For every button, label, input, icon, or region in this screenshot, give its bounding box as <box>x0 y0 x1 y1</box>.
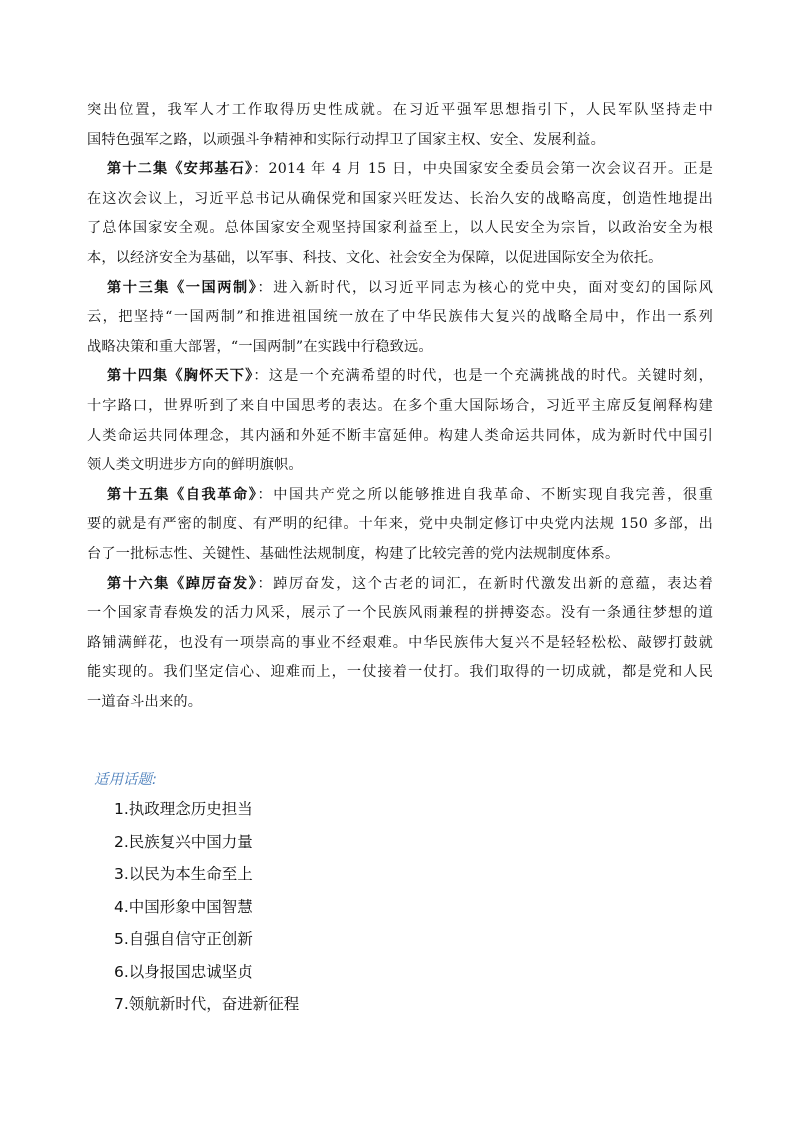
episode-title: 第十四集《胸怀天下》 <box>107 368 254 385</box>
line-text: 能实现的。我们坚定信心、迎难而上，一仗接着一仗打。我们取得的一切成就，都是党和人民 <box>87 664 713 681</box>
line-text: 一道奋斗出来的。 <box>87 693 203 710</box>
text-line <box>87 126 713 156</box>
paragraph <box>87 362 713 480</box>
line-text: 要的就是有严密的制度、有严明的纪律。十年来，党中央制定修订中央党内法规 150 多部，出 <box>87 516 713 533</box>
text-line <box>87 688 713 718</box>
text-line <box>87 540 713 570</box>
text-line <box>87 510 713 540</box>
line-text: 领人类文明进步方向的鲜明旗帜。 <box>87 457 303 474</box>
text-line <box>87 422 713 452</box>
paragraph <box>87 96 713 155</box>
paragraph <box>87 570 713 718</box>
line-text: 突出位置，我军人才工作取得历史性成就。在习近平强军思想指引下，人民军队坚持走中 <box>87 102 713 118</box>
text-line <box>87 214 713 244</box>
line-text: 在这次会议上，习近平总书记从确保党和国家兴旺发达、长治久安的战略高度，创造性地提出 <box>87 190 713 207</box>
episode-title: 第十二集《安邦基石》 <box>107 161 254 178</box>
line-text: ：2014 年 4 月 15 日，中央国家安全委员会第一次会议召开。正是 <box>253 161 714 178</box>
line-text: 台了一批标志性、关键性、基础性法规制度，构建了比较完善的党内法规制度体系。 <box>87 545 620 562</box>
line-text: 人类命运共同体理念，其内涵和外延不断丰富延伸。构建人类命运共同体，成为新时代中国引 <box>87 427 713 444</box>
line-text: 国特色强军之路，以顽强斗争精神和实际行动捍卫了国家主权、安全、发展利益。 <box>87 131 605 148</box>
line-text: 一个国家青春焕发的活力风采，展示了一个民族风雨兼程的拼搏姿态。没有一条通往梦想的道 <box>87 605 713 622</box>
line-text: 了总体国家安全观。总体国家安全观坚持国家利益至上，以人民安全为宗旨，以政治安全为根 <box>87 220 713 237</box>
text-line <box>87 303 713 333</box>
text-line <box>87 451 713 481</box>
line-text: ：踔厉奋发，这个古老的词汇，在新时代激发出新的意蕴，表达着 <box>257 575 713 592</box>
document-body <box>87 96 713 717</box>
text-line <box>87 629 713 659</box>
applicable-topics <box>94 767 299 1021</box>
paragraph <box>87 274 713 363</box>
topic-item: 2.民族复兴中国力量 <box>114 832 253 851</box>
episode-title: 第十三集《一国两制》 <box>107 279 258 296</box>
text-line <box>87 274 713 304</box>
topic-item: 1.执政理念历史担当 <box>114 800 253 818</box>
topics-heading: 适用话题: <box>94 772 157 788</box>
text-line <box>87 658 713 688</box>
text-line <box>87 96 713 126</box>
line-text: ：进入新时代，以习近平同志为核心的党中央，面对变幻的国际风 <box>257 279 713 296</box>
text-line <box>87 185 713 215</box>
topic-list <box>94 793 299 1021</box>
line-text: 本，以经济安全为基础，以军事、科技、文化、社会安全为保障，以促进国际安全为依托。 <box>87 249 663 266</box>
topic-item: 7.领航新时代，奋进新征程 <box>114 995 300 1013</box>
text-line <box>87 362 713 392</box>
line-text: ：中国共产党之所以能够推进自我革命、不断实现自我完善，很重 <box>257 486 713 503</box>
paragraph <box>87 155 713 273</box>
text-line <box>87 392 713 422</box>
line-text: ：这是一个充满希望的时代，也是一个充满挑战的时代。关键时刻， <box>253 368 713 385</box>
topic-item: 3.以民为本生命至上 <box>114 865 253 883</box>
episode-title: 第十五集《自我革命》 <box>107 486 258 503</box>
topic-item: 4.中国形象中国智慧 <box>114 897 253 916</box>
text-line <box>87 155 713 185</box>
paragraph <box>87 481 713 570</box>
line-text: 云，把坚持“一国两制”和推进祖国统一放在了中华民族伟大复兴的战略全局中，作出一系列 <box>87 309 713 326</box>
text-line <box>87 570 713 600</box>
line-text: 战略决策和重大部署，“一国两制”在实践中行稳致远。 <box>87 338 433 355</box>
text-line <box>87 481 713 511</box>
line-text: 十字路口，世界听到了来自中国思考的表达。在多个重大国际场合，习近平主席反复阐释构建 <box>87 397 713 414</box>
text-line <box>87 333 713 363</box>
text-line <box>87 599 713 629</box>
topic-item: 5.自强自信守正创新 <box>114 930 253 948</box>
line-text: 路铺满鲜花，也没有一项崇高的事业不经艰难。中华民族伟大复兴不是轻轻松松、敲锣打鼓就 <box>87 634 713 651</box>
topic-item: 6.以身报国忠诚坚贞 <box>114 962 253 981</box>
text-line <box>87 244 713 274</box>
episode-title: 第十六集《踔厉奋发》 <box>107 575 258 592</box>
